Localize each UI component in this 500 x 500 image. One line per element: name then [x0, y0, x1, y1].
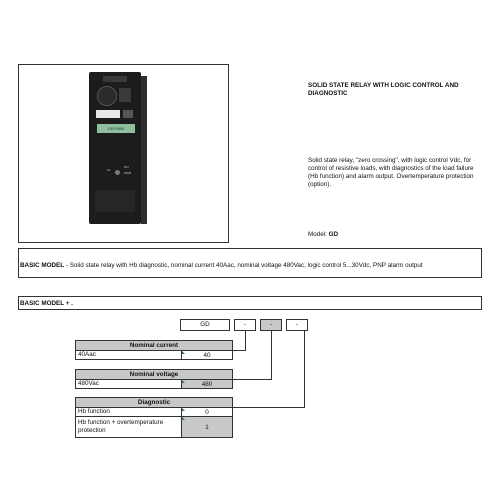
diagnostic-header: Diagnostic — [75, 397, 233, 408]
connector-line — [233, 407, 305, 408]
relay-bottom-terminal — [95, 190, 135, 212]
cell-marker-icon — [182, 380, 185, 383]
diagnostic-option-label: Hb function + overtemperature protection — [75, 416, 182, 438]
basic-model-label: BASIC MODEL — [20, 262, 65, 269]
nominal-voltage-header: Nominal voltage — [75, 369, 233, 380]
connector-line — [245, 331, 246, 351]
model-value: GD — [328, 231, 339, 238]
cell-marker-icon — [182, 351, 185, 354]
nominal-current-option-label: 40Aac — [75, 350, 182, 360]
nominal-current-option-code[interactable]: 40 — [181, 350, 233, 360]
relay-screw-icon — [97, 86, 117, 106]
diagnostic-option-label: Hb function — [75, 407, 182, 417]
relay-led-pwr-label: PWR — [124, 171, 131, 175]
relay-led-icon — [115, 170, 120, 175]
cell-marker-icon — [182, 417, 185, 420]
product-description: Solid state relay, "zero crossing", with logic control Vdc, for control of resistive loads, with diagnostics of the load failure (Hb function) and alarm output. Overtemperature protection (option). — [308, 157, 474, 188]
basic-model-plus-label: BASIC MODEL + . — [20, 300, 73, 307]
connector-line — [233, 379, 272, 380]
relay-side-shadow — [141, 76, 147, 224]
relay-ce-mark — [123, 110, 133, 118]
basic-model-description — [20, 262, 423, 269]
relay-led-on-label: ON — [124, 165, 129, 169]
connector-line — [271, 331, 272, 380]
connector-line — [304, 331, 305, 408]
relay-label-window — [96, 110, 120, 118]
relay-led-al-label: AL — [107, 168, 111, 172]
relay-brand-label: GEFRAN — [97, 124, 135, 133]
basic-model-plus-box — [18, 296, 482, 310]
order-code-slot-diagnostic[interactable]: - — [286, 319, 308, 331]
relay-top-terminal — [103, 76, 127, 82]
nominal-voltage-option-code[interactable]: 480 — [181, 379, 233, 389]
model-label: Model: — [308, 231, 327, 238]
cell-marker-icon — [182, 408, 185, 411]
connector-line — [233, 350, 246, 351]
order-code-slot-voltage[interactable]: - — [260, 319, 282, 331]
order-code-slot-current[interactable]: - — [234, 319, 256, 331]
relay-image — [89, 72, 141, 224]
model-line — [308, 231, 338, 238]
nominal-voltage-option-label: 480Vac — [75, 379, 182, 389]
diagnostic-option-code[interactable]: 0 — [181, 407, 233, 417]
product-title: SOLID STATE RELAY WITH LOGIC CONTROL AND DIAGNOSTIC — [308, 82, 459, 97]
diagnostic-option-code[interactable]: 1 — [181, 416, 233, 438]
relay-marking — [119, 88, 131, 102]
order-code-prefix: GD — [180, 319, 230, 331]
nominal-current-header: Nominal current — [75, 340, 233, 351]
basic-model-text: - Solid state relay with Hb diagnostic, nominal current 40Aac, nominal voltage 480Vac, logic control 5...30Vdc, PNP alarm output — [64, 262, 423, 269]
